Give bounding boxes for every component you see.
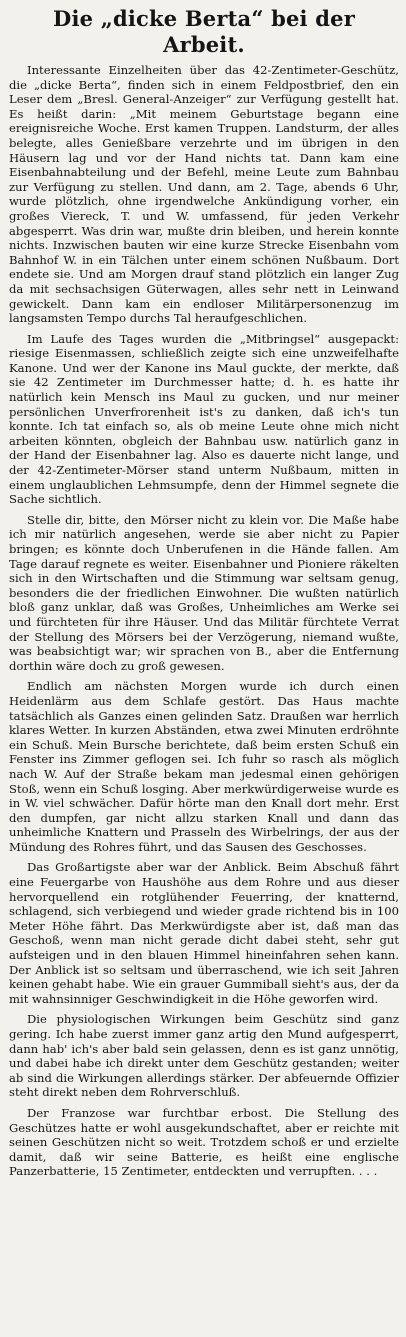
article-paragraph-4: Endlich am nächsten Morgen wurde ich durch einen Heidenlärm aus dem Schlafe gestört. Das Haus machte tatsächlich als Ganzes einen gelinden Satz. Draußen war herrlich klares Wetter. In kurzen Abständen, etwa zwei Minuten erdröhnte ein Schuß. Mein Bursche berichtete, daß beim ersten Schuß ein Fenster ins Zimmer geflogen sei. Ich fuhr so rasch als möglich nach W. Auf der Straße bekam man jedesmal einen gehörigen Stoß, wenn ein Schuß losging. Aber merkwürdigerweise wurde es in W. viel schwächer. Dafür hörte man den Knall dort mehr. Erst den dumpfen, gar nicht allzu starken Knall und dann das unheimliche Knattern und Prasseln des Wirbelrings, der aus der Mündung des Rohres führt, und das Sausen des Geschosses. — [9, 679, 399, 854]
article-paragraph-3: Stelle dir, bitte, den Mörser nicht zu klein vor. Die Maße habe ich mir natürlich angesehen, werde sie aber nicht zu Papier bringen; es könnte doch Unberufenen in die Hände fallen. Am Tage darauf regnete es weiter. Eisenbahner und Pioniere räkelten sich in den Wirtschaften und die Stimmung war seltsam genug, besonders die der friedlichen Einwohner. Die wußten natürlich bloß ganz unklar, daß was Großes, Unheimliches am Werke sei und fürchteten für ihre Häuser. Und das Militär fürchtete Verrat der Stellung des Mörsers bei der Verzögerung, niemand wußte, was beabsichtigt war; wir sprachen von B., aber die Entfernung dorthin wäre doch zu groß gewesen. — [9, 512, 399, 673]
article-paragraph-1: Interessante Einzelheiten über das 42-Zentimeter-Geschütz, die „dicke Berta“, finden sich in einem Feldpostbrief, den ein Leser dem „Bresl. General-Anzeiger“ zur Verfügung gestellt hat. Es heißt darin: „Mit meinem Geburtstage begann eine ereignisreiche Woche. Erst kamen Truppen. Landsturm, der alles belegte, alles Genießbare verzehrte und im übrigen in den Häusern lag und vor der Hand nichts tat. Dann kam eine Eisenbahnabteilung und der Befehl, meine Leute zum Bahnbau zur Verfügung zu stellen. Und dann, am 2. Tage, abends 6 Uhr, wurde plötzlich, ohne irgendwelche Ankündigung vorher, ein großes Viereck, T. und W. umfassend, für jeden Verkehr abgesperrt. Was drin war, mußte drin bleiben, und herein konnte nichts. Inzwischen bauten wir eine kurze Strecke Eisenbahn vom Bahnhof W. in ein Tälchen unter einem schönen Nußbaum. Dort endete sie. Und am Morgen drauf stand plötzlich ein langer Zug da mit sechsachsigen Güterwagen, alles sehr nett in Leinwand gewickelt. Dann kam ein endloser Militärpersonenzug im langsamsten Tempo durchs Tal heraufgeschlichen. — [9, 63, 399, 326]
article-headline: Die „dicke Berta“ bei der Arbeit. — [53, 6, 355, 57]
article-body — [9, 63, 399, 1179]
article-paragraph-7: Der Franzose war furchtbar erbost. Die Stellung des Geschützes hatte er wohl ausgekundschaftet, aber er reichte mit seinen Geschützen nicht so weit. Trotzdem schoß er und erzielte damit, daß wir seine Batterie, es heißt eine englische Panzerbatterie, 15 Zentimeter, entdeckten und verrupften. . . . — [9, 1105, 399, 1179]
article-paragraph-5: Das Großartigste aber war der Anblick. Beim Abschuß fährt eine Feuergarbe von Haushöhe aus dem Rohre und aus dieser hervorquellend ein rotglühender Feuerring, der knatternd, schlagend, sich verbiegend und wieder grade richtend bis in 100 Meter Höhe fährt. Das Merkwürdigste aber ist, daß man das Geschoß, wenn man nicht gerade dicht dabei steht, sehr gut aufsteigen und in den blauen Himmel hineinfahren sehen kann. Der Anblick ist so seltsam und überraschend, wie ich seit Jahren keinen gehabt habe. Wie ein grauer Gummiball sieht's aus, der da mit wahnsinniger Geschwindigkeit in die Höhe geworfen wird. — [9, 860, 399, 1006]
article-paragraph-6: Die physiologischen Wirkungen beim Geschütz sind ganz gering. Ich habe zuerst immer ganz artig den Mund aufgesperrt, dann hab' ich's aber bald sein gelassen, denn es ist ganz unnötig, und dabei habe ich direkt unter dem Geschütz gestanden; weiter ab sind die Wirkungen allerdings stärker. Der abfeuernde Offizier steht direkt neben dem Rohrverschluß. — [9, 1012, 399, 1100]
article-paragraph-2: Im Laufe des Tages wurden die „Mitbringsel“ ausgepackt: riesige Eisenmassen, schließlich zeigte sich eine unzweifelhafte Kanone. Und wer der Kanone ins Maul guckte, der merkte, daß sie 42 Zentimeter im Durchmesser hatte; d. h. es hatte ihr natürlich kein Mensch ins Maul zu gucken, und nur meiner persönlichen Unverfrorenheit ist's zu danken, daß ich's tun konnte. Ich tat einfach so, als ob meine Leute ohne mich nicht arbeiten könnten, obgleich der Bahnbau usw. natürlich ganz in der Hand der Eisenbahner lag. Also es dauerte nicht lange, und der 42-Zentimeter-Mörser stand unterm Nußbaum, mitten in einem unglaublichen Lehmsumpfe, denn der Himmel segnete die Sache sichtlich. — [9, 331, 399, 507]
